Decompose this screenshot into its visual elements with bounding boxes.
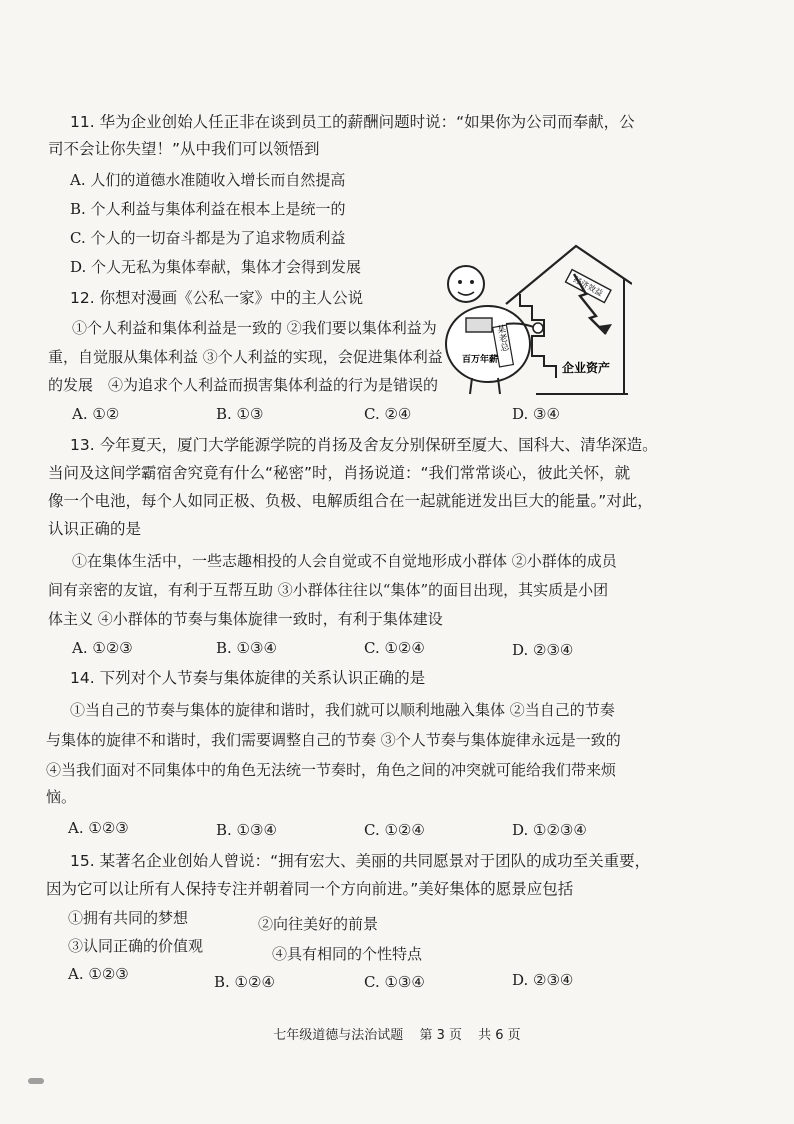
q12-body-line1: ①个人利益和集体利益是一致的 ②我们要以集体利益为 xyxy=(72,319,437,337)
q15-item-4: ④具有相同的个性特点 xyxy=(272,945,423,963)
q13-option-c: C. ①②④ xyxy=(364,639,425,657)
q14-option-c: C. ①②④ xyxy=(364,821,425,839)
q15-option-d: D. ②③④ xyxy=(512,971,574,989)
q11-option-b: B. 个人利益与集体利益在根本上是统一的 xyxy=(70,200,346,218)
q13-stem-line2: 当问及这间学霸宿舍究竟有什么“秘密”时，肖扬说道：“我们常常谈心，彼此关怀，就 xyxy=(48,464,631,482)
q11-option-c: C. 个人的一切奋斗都是为了追求物质利益 xyxy=(70,229,346,247)
footer-total: 共 6 页 xyxy=(478,1028,521,1043)
q15-stem-line1: 15. 某著名企业创始人曾说：“拥有宏大、美丽的共同愿景对于团队的成功至关重要， xyxy=(70,852,651,870)
q13-option-b: B. ①③④ xyxy=(216,639,277,657)
label-salary: 百万年薪 xyxy=(461,355,499,365)
q11-option-a: A. 人们的道德水准随收入增长而自然提高 xyxy=(70,171,346,189)
q15-option-c: C. ①③④ xyxy=(364,973,425,991)
cartoon-public-private-one-family xyxy=(436,244,632,404)
economic-benefit-sign xyxy=(566,270,611,303)
money-bag xyxy=(466,318,492,332)
q13-option-a: A. ①②③ xyxy=(72,639,133,657)
q14-option-a: A. ①②③ xyxy=(68,819,129,837)
label-roof: 经济效益 xyxy=(571,275,605,298)
q13-body-line2: 间有亲密的友谊，有利于互帮互助 ③小群体往往以“集体”的面目出现，其实质是小团 xyxy=(48,581,609,599)
q15-stem-line2: 因为它可以让所有人保持专注并朝着同一个方向前进。”美好集体的愿景应包括 xyxy=(46,880,574,898)
q12-option-b: B. ①③ xyxy=(216,405,264,423)
q13-body-line1: ①在集体生活中，一些志趣相投的人会自觉或不自觉地形成小群体 ②小群体的成员 xyxy=(72,552,617,570)
q14-body-line3: ④当我们面对不同集体中的角色无法统一节奏时，角色之间的冲突就可能给我们带来烦 xyxy=(46,761,617,779)
q14-body-line4: 恼。 xyxy=(46,788,77,806)
q12-option-c: C. ②④ xyxy=(364,405,412,423)
footer-title: 七年级道德与法治试题 xyxy=(273,1028,404,1043)
q15-item-3: ③认同正确的价值观 xyxy=(68,937,204,955)
q14-body-line1: ①当自己的节奏与集体的旋律和谐时，我们就可以顺利地融入集体 ②当自己的节奏 xyxy=(70,701,615,719)
page-footer xyxy=(0,1024,794,1043)
q12-body-line3: 的发展 ④为追求个人利益而损害集体利益的行为是错误的 xyxy=(48,376,439,394)
q11-option-d: D. 个人无私为集体奉献，集体才会得到发展 xyxy=(70,258,362,276)
q15-item-2: ②向往美好的前景 xyxy=(258,915,379,933)
q15-item-1: ①拥有共同的梦想 xyxy=(68,909,189,927)
q12-stem: 12. 你想对漫画《公私一家》中的主人公说 xyxy=(70,289,364,307)
man-head xyxy=(448,266,484,302)
q14-option-d: D. ①②③④ xyxy=(512,821,587,839)
q12-body-line2: 重，自觉服从集体利益 ③个人利益的实现，会促进集体利益 xyxy=(48,348,443,366)
q14-stem: 14. 下列对个人节奏与集体旋律的关系认识正确的是 xyxy=(70,669,426,687)
q12-option-a: A. ①② xyxy=(72,405,120,423)
q13-stem-line3: 像一个电池，每个人如同正极、负极、电解质组合在一起就能迸发出巨大的能量。”对此， xyxy=(48,492,653,510)
q15-option-b: B. ①②④ xyxy=(214,973,275,991)
q13-option-d: D. ②③④ xyxy=(512,641,574,659)
q11-stem-line1: 11. 华为企业创始人任正非在谈到员工的薪酬问题时说：“如果你为公司而奉献，公 xyxy=(70,113,635,131)
q14-body-line2: 与集体的旋律不和谐时，我们需要调整自己的节奏 ③个人节奏与集体旋律永远是一致的 xyxy=(46,731,621,749)
q13-body-line3: 体主义 ④小群体的节奏与集体旋律一致时，有利于集体建设 xyxy=(48,610,443,628)
label-assets: 企业资产 xyxy=(561,361,611,375)
label-person: 某老总 xyxy=(494,323,509,353)
q15-option-a: A. ①②③ xyxy=(68,965,129,983)
q13-stem-line1: 13. 今年夏天，厦门大学能源学院的肖扬及舍友分别保研至厦大、国科大、清华深造。 xyxy=(70,436,658,454)
footer-page: 第 3 页 xyxy=(419,1028,462,1043)
q14-option-b: B. ①③④ xyxy=(216,821,277,839)
scan-smudge xyxy=(28,1078,44,1084)
q12-option-d: D. ③④ xyxy=(512,405,560,423)
q13-stem-line4: 认识正确的是 xyxy=(48,520,142,538)
q11-stem-line2: 司不会让你失望！”从中我们可以领悟到 xyxy=(48,140,320,158)
